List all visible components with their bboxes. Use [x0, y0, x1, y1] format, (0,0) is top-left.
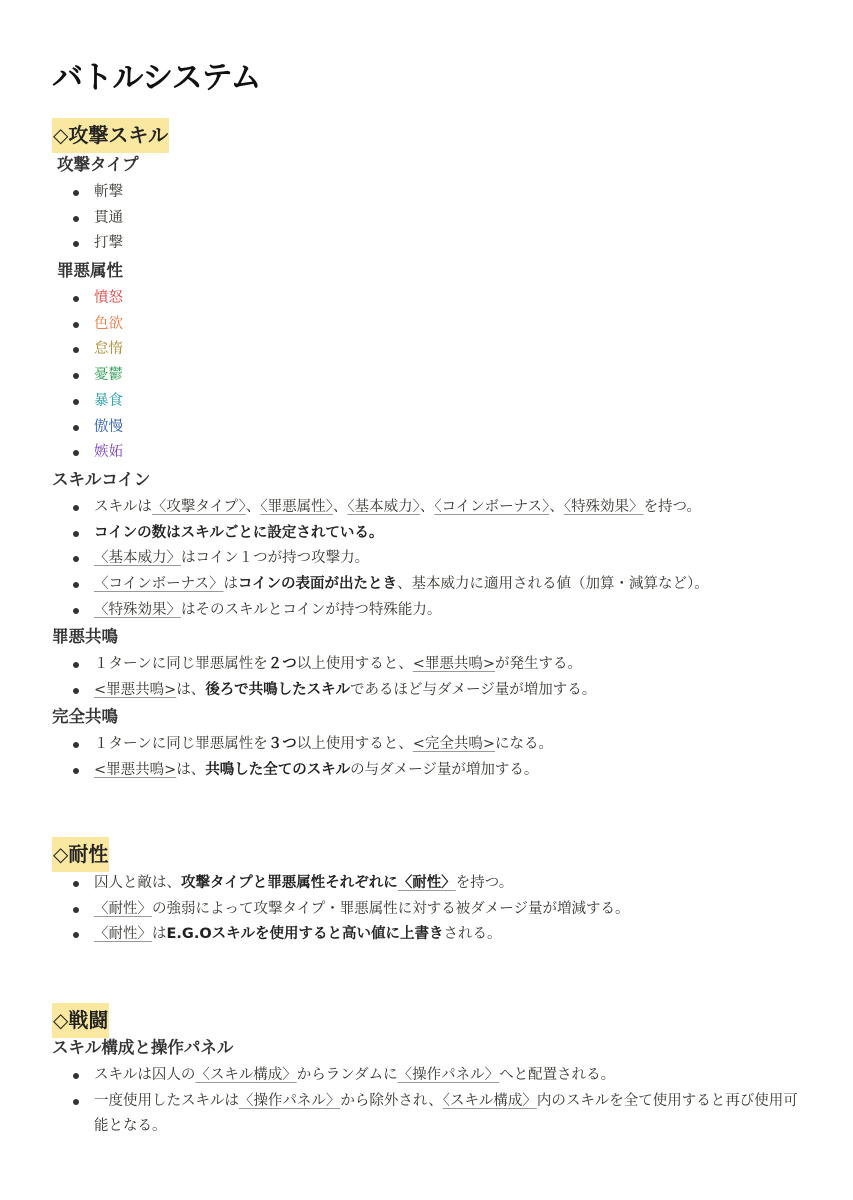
term-link[interactable]: 〈耐性〉	[94, 926, 152, 943]
text: 内のスキルを全て使用すると再び使用可能となる。	[94, 1092, 798, 1135]
text: スキルは囚人の	[94, 1067, 196, 1083]
term-link[interactable]: 〈特殊効果〉	[94, 601, 181, 618]
term-link[interactable]: 〈特殊効果〉	[563, 499, 644, 515]
list-item	[52, 758, 553, 784]
list-item: 憂鬱	[52, 363, 123, 389]
text: 、	[245, 499, 261, 515]
page-title: バトルシステム	[52, 60, 262, 96]
term-link[interactable]: <罪悪共鳴>	[412, 656, 496, 672]
term-link[interactable]: 〈基本威力〉	[94, 550, 181, 567]
subheading-attack-type: 攻撃タイプ	[57, 155, 139, 174]
bold-text: 後ろで共鳴したスキル	[205, 681, 351, 698]
subheading-skill-coin: スキルコイン	[52, 470, 151, 489]
text: は	[223, 576, 238, 593]
text: を持つ。	[455, 875, 514, 891]
text: は、	[176, 761, 206, 778]
list-item	[52, 652, 596, 678]
list-item: 斬撃	[52, 180, 123, 206]
section-heading-resistance: ◇耐性	[52, 837, 109, 872]
list-item: 嫉妬	[52, 440, 123, 466]
term-link[interactable]: <罪悪共鳴>	[94, 761, 177, 778]
text: の強弱によって攻撃タイプ・罪悪属性に対する被ダメージ量が増減する。	[152, 900, 630, 917]
list-item: 憤怒	[52, 286, 123, 312]
text: 、	[332, 499, 348, 515]
text: 、	[549, 499, 564, 515]
list-item	[52, 1063, 809, 1089]
subheading-skill-panel: スキル構成と操作パネル	[52, 1038, 234, 1057]
text: からランダムに	[296, 1067, 398, 1083]
term-link[interactable]: 〈操作パネル〉	[238, 1092, 341, 1109]
term-link[interactable]: 〈基本威力〉	[347, 499, 420, 515]
term-link[interactable]: 〈耐性〉	[397, 875, 456, 891]
text: へと配置される。	[499, 1067, 616, 1083]
text: になる。	[495, 736, 554, 752]
term-link[interactable]: 〈コインボーナス〉	[94, 576, 224, 593]
text: は	[152, 926, 167, 943]
text: から除外され、	[340, 1092, 443, 1109]
term-link[interactable]: 〈スキル構成〉	[442, 1092, 537, 1109]
list-item	[52, 1089, 809, 1140]
term-link[interactable]: 〈攻撃タイプ〉	[151, 499, 246, 515]
text: 一度使用したスキルは	[94, 1092, 239, 1109]
text: スキルは	[94, 499, 152, 515]
term-link[interactable]: 〈罪悪属性〉	[260, 499, 333, 515]
term-link[interactable]: 〈コインボーナス〉	[434, 499, 550, 515]
term-link[interactable]: 〈操作パネル〉	[397, 1067, 500, 1083]
list-item	[52, 922, 629, 948]
list-item	[52, 546, 709, 572]
term-link[interactable]: 〈スキル構成〉	[195, 1067, 297, 1083]
subheading-sin-attribute: 罪悪属性	[57, 261, 123, 280]
resistance-list	[52, 871, 629, 948]
attack-type-list	[52, 180, 123, 257]
text: はコイン１つが持つ攻撃力。	[181, 550, 370, 567]
sin-attribute-list	[52, 286, 123, 466]
text: １ターンに同じ罪悪属性を	[94, 656, 268, 672]
subheading-sin-resonance: 罪悪共鳴	[52, 627, 118, 646]
subheading-full-resonance: 完全共鳴	[52, 707, 118, 726]
text: １ターンに同じ罪悪属性を	[94, 736, 268, 752]
full-resonance-list	[52, 732, 553, 783]
list-item	[52, 897, 629, 923]
text: 以上使用すると、	[296, 736, 413, 752]
term-link[interactable]: 〈耐性〉	[94, 900, 152, 917]
section-heading-attack-skill: ◇攻撃スキル	[52, 118, 169, 153]
bold-text: ３つ	[267, 736, 297, 752]
term-link[interactable]: <完全共鳴>	[412, 736, 496, 752]
text: 、	[419, 499, 435, 515]
list-item	[52, 598, 709, 624]
list-item: 暴食	[52, 389, 123, 415]
text: であるほど与ダメージ量が増加する。	[350, 681, 597, 698]
bold-text: 共鳴した全てのスキル	[205, 761, 351, 778]
list-item: 貫通	[52, 206, 123, 232]
bold-text: コインの表面が出たとき	[237, 576, 398, 593]
list-item	[52, 521, 709, 547]
section-heading-battle: ◇戦闘	[52, 1003, 109, 1038]
list-item	[52, 572, 709, 598]
list-item: 色欲	[52, 312, 123, 338]
term-link[interactable]: <罪悪共鳴>	[94, 681, 177, 698]
text: が発生する。	[495, 656, 583, 672]
list-item: 打撃	[52, 231, 123, 257]
bold-text: E.G.Oスキルを使用すると高い値に上書き	[166, 926, 444, 943]
list-item	[52, 495, 709, 521]
text: 以上使用すると、	[296, 656, 413, 672]
skill-panel-list	[52, 1063, 809, 1140]
text: はそのスキルとコインが持つ特殊能力。	[181, 601, 442, 618]
list-item: 怠惰	[52, 337, 123, 363]
list-item	[52, 732, 553, 758]
list-item: 傲慢	[52, 415, 123, 441]
skill-coin-list	[52, 495, 709, 624]
list-item	[52, 871, 629, 897]
text: される。	[443, 926, 502, 943]
text: を持つ。	[643, 499, 701, 515]
text: 、基本威力に適用される値（加算・減算など）。	[397, 576, 709, 593]
list-item	[52, 678, 596, 704]
bold-text: 攻撃タイプと罪悪属性それぞれに	[181, 875, 398, 891]
text: は、	[176, 681, 206, 698]
bold-text: ２つ	[267, 656, 297, 672]
bold-text: コインの数はスキルごとに設定されている。	[94, 524, 384, 541]
sin-resonance-list	[52, 652, 596, 703]
text: の与ダメージ量が増加する。	[350, 761, 539, 778]
text: 囚人と敵は、	[94, 875, 181, 891]
